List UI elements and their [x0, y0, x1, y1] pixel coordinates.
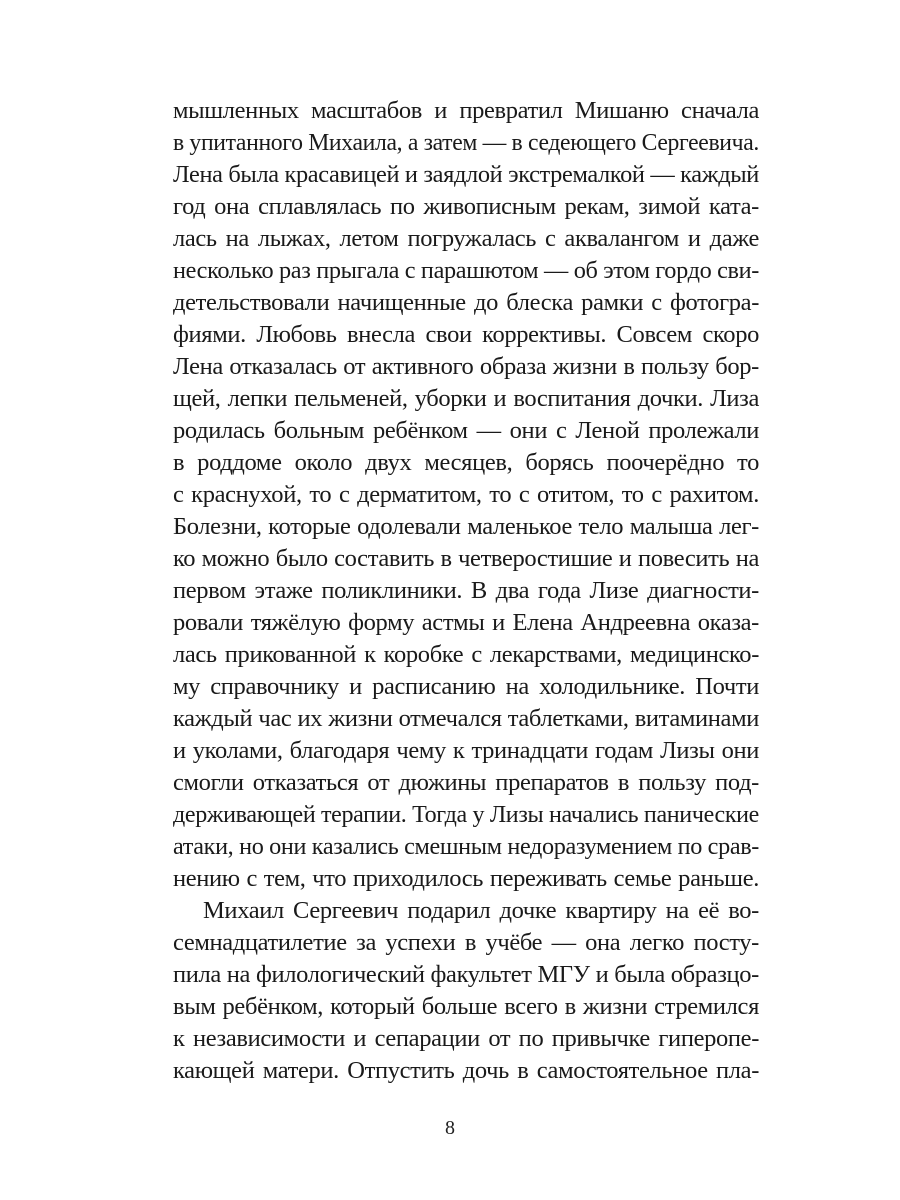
- text-line: Болезни, которые одолевали маленькое тело малыша лег-: [173, 513, 759, 540]
- body-text: [173, 95, 759, 1087]
- page-number: 8: [445, 1117, 455, 1139]
- text-line: к независимости и сепарации от по привычке гиперопе-: [173, 1025, 759, 1052]
- text-line: с краснухой, то с дерматитом, то с отитом, то с рахитом.: [173, 481, 759, 508]
- text-line: му справочнику и расписанию на холодильнике. Почти: [173, 673, 759, 700]
- text-line: первом этаже поликлиники. В два года Лизе диагности-: [173, 577, 759, 604]
- text-line: Лена была красавицей и заядлой экстремалкой — каждый: [173, 161, 759, 188]
- paragraph-1: [173, 95, 759, 895]
- paragraph-2: [173, 895, 759, 1087]
- text-line: в роддоме около двух месяцев, борясь поочерёдно то: [173, 449, 759, 476]
- text-line: атаки, но они казались смешным недоразумением по срав-: [173, 833, 760, 860]
- text-line: лась прикованной к коробке с лекарствами, медицинско-: [173, 641, 759, 668]
- text-line: семнадцатилетие за успехи в учёбе — она легко посту-: [173, 929, 759, 956]
- text-line: смогли отказаться от дюжины препаратов в пользу под-: [173, 769, 759, 796]
- text-line: Михаил Сергеевич подарил дочке квартиру на её во-: [203, 897, 759, 924]
- text-line: пила на филологический факультет МГУ и была образцо-: [173, 961, 759, 988]
- text-line: родилась больным ребёнком — они с Леной пролежали: [173, 417, 759, 444]
- text-line: держивающей терапии. Тогда у Лизы начались панические: [173, 801, 760, 828]
- text-line: в упитанного Михаила, а затем — в седеющего Сергеевича.: [173, 129, 759, 156]
- text-line: ко можно было составить в четверостишие и повесить на: [173, 545, 759, 572]
- text-line: Лена отказалась от активного образа жизни в пользу бор-: [173, 353, 759, 380]
- text-line: мышленных масштабов и превратил Мишаню сначала: [173, 97, 759, 124]
- text-line: кающей матери. Отпустить дочь в самостоятельное пла-: [173, 1057, 759, 1084]
- text-line: и уколами, благодаря чему к тринадцати годам Лизы они: [173, 737, 759, 764]
- text-line: вым ребёнком, который больше всего в жизни стремился: [173, 993, 759, 1020]
- text-line: каждый час их жизни отмечался таблетками, витаминами: [173, 705, 759, 732]
- text-line: фиями. Любовь внесла свои коррективы. Совсем скоро: [173, 321, 759, 348]
- text-line: щей, лепки пельменей, уборки и воспитания дочки. Лиза: [173, 385, 759, 412]
- text-line: несколько раз прыгала с парашютом — об этом гордо сви-: [173, 257, 760, 284]
- text-line: ровали тяжёлую форму астмы и Елена Андреевна оказа-: [173, 609, 759, 636]
- text-line: детельствовали начищенные до блеска рамки с фотогра-: [173, 289, 759, 316]
- text-line: год она сплавлялась по живописным рекам, зимой ката-: [173, 193, 759, 220]
- text-line: лась на лыжах, летом погружалась с аквалангом и даже: [173, 225, 759, 252]
- text-line: нению с тем, что приходилось переживать семье раньше.: [173, 865, 759, 892]
